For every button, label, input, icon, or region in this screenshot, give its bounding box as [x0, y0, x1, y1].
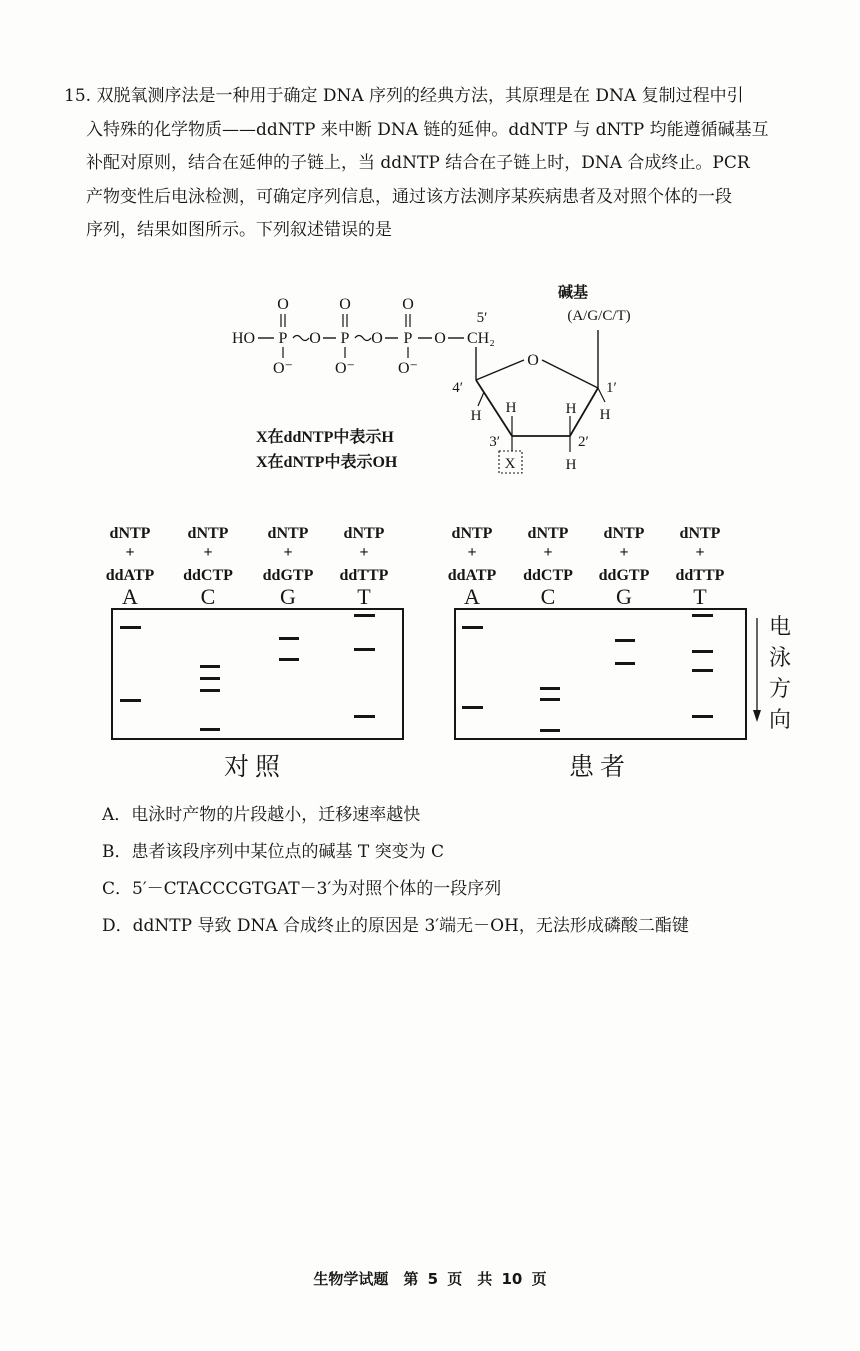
- o-ester: O: [434, 330, 446, 347]
- band: [692, 614, 713, 617]
- o-minus-1: O⁻: [273, 360, 293, 377]
- option-d: D．ddNTP 导致 DNA 合成终止的原因是 3′端无－OH，无法形成磷酸二酯键: [102, 916, 689, 936]
- control-lane-a-reagent: ddATP: [105, 567, 155, 584]
- control-lane-g-plus: +: [283, 544, 293, 561]
- band: [692, 715, 713, 718]
- control-lane-a-top: dNTP: [109, 525, 151, 542]
- pos-2-label: 2′: [578, 434, 589, 450]
- control-base-a: A: [122, 584, 138, 609]
- control-lane-a-plus: +: [125, 544, 135, 561]
- band: [540, 698, 560, 701]
- control-lane-t-reagent: ddTTP: [339, 567, 389, 584]
- control-lane-c-reagent: ddCTP: [183, 567, 233, 584]
- band: [354, 715, 375, 718]
- question-line-5: 序列，结果如图所示。下列叙述错误的是: [86, 220, 392, 240]
- patient-lane-t-plus: +: [695, 544, 705, 561]
- patient-lane-a-plus: +: [467, 544, 477, 561]
- control-label: 对照: [223, 754, 287, 781]
- o-top-2: O: [339, 296, 351, 313]
- patient-base-t: T: [693, 584, 707, 609]
- page-footer: 生物学试题 第 5 页 共 10 页: [313, 1270, 547, 1288]
- h-c3-top: H: [505, 400, 517, 416]
- direction-char-1: 电: [768, 614, 792, 639]
- patient-lane-g-reagent: ddGTP: [598, 567, 650, 584]
- patient-lane-c-reagent: ddCTP: [523, 567, 573, 584]
- control-lane-c-plus: +: [203, 544, 213, 561]
- gel-base-letters: [122, 584, 707, 609]
- base-options: (A/G/C/T): [567, 308, 631, 324]
- pos-5-label: 5′: [476, 310, 488, 326]
- o-minus-2: O⁻: [335, 360, 355, 377]
- o-top-3: O: [402, 296, 414, 313]
- band: [200, 728, 220, 731]
- h-c1: H: [599, 407, 611, 423]
- band: [200, 677, 220, 680]
- patient-lane-g-plus: +: [619, 544, 629, 561]
- p-1: P: [278, 330, 288, 347]
- band: [692, 650, 713, 653]
- patient-lane-t-reagent: ddTTP: [675, 567, 725, 584]
- patient-base-c: C: [540, 584, 556, 609]
- o-minus-3: O⁻: [398, 360, 418, 377]
- note-dntp: X在dNTP中表示OH: [256, 454, 398, 471]
- electrophoresis-direction: [753, 614, 791, 732]
- o-top-1: O: [277, 296, 289, 313]
- control-lane-g-top: dNTP: [267, 525, 309, 542]
- nucleotide-structure: [232, 283, 631, 473]
- question-line-4: 产物变性后电泳检测，可确定序列信息，通过该方法测序某疾病患者及对照个体的一段: [86, 186, 732, 207]
- x-group: X: [504, 456, 516, 472]
- band: [120, 699, 141, 702]
- patient-bands: [462, 614, 713, 732]
- band: [354, 614, 375, 617]
- arrow-down-icon: [753, 710, 761, 722]
- direction-char-2: 泳: [768, 645, 792, 670]
- patient-lane-t-top: dNTP: [679, 525, 721, 542]
- band: [200, 665, 220, 668]
- option-c: C．5′－CTACCCGTGAT－3′为对照个体的一段序列: [102, 879, 502, 899]
- direction-char-3: 方: [768, 676, 792, 701]
- p-3: P: [403, 330, 413, 347]
- patient-base-a: A: [464, 584, 480, 609]
- control-bands: [120, 614, 375, 731]
- note-ddntp: X在ddNTP中表示H: [256, 429, 394, 446]
- patient-lane-a-top: dNTP: [451, 525, 493, 542]
- band: [120, 626, 141, 629]
- o-bridge-2: O: [371, 330, 383, 347]
- h-c2-top: H: [565, 401, 577, 417]
- band: [540, 729, 560, 732]
- patient-lane-a-reagent: ddATP: [447, 567, 497, 584]
- band: [200, 689, 220, 692]
- control-base-t: T: [357, 584, 371, 609]
- control-lane-t-top: dNTP: [343, 525, 385, 542]
- band: [279, 637, 299, 640]
- patient-gel-box: [455, 609, 746, 739]
- question-line-3: 补配对原则，结合在延伸的子链上，当 ddNTP 结合在子链上时，DNA 合成终止。PCR: [86, 153, 750, 173]
- band: [462, 706, 483, 709]
- patient-lane-g-top: dNTP: [603, 525, 645, 542]
- h-c2-bottom: H: [565, 457, 577, 473]
- o-bridge-1: O: [309, 330, 321, 347]
- control-lane-g-reagent: ddGTP: [262, 567, 314, 584]
- patient-lane-c-plus: +: [543, 544, 553, 561]
- band: [692, 669, 713, 672]
- control-lane-c-top: dNTP: [187, 525, 229, 542]
- patient-lane-c-top: dNTP: [527, 525, 569, 542]
- ring-oxygen: O: [527, 352, 539, 369]
- patient-label: 患者: [568, 754, 632, 781]
- band: [462, 626, 483, 629]
- base-title: 碱基: [558, 285, 589, 301]
- direction-char-4: 向: [768, 707, 792, 732]
- gel-headers: [106, 525, 725, 584]
- band: [615, 639, 635, 642]
- band: [354, 648, 375, 651]
- control-base-g: G: [280, 584, 296, 609]
- ho-label: HO: [232, 330, 256, 347]
- p-2: P: [340, 330, 350, 347]
- control-base-c: C: [200, 584, 216, 609]
- question-line-2: 入特殊的化学物质——ddNTP 来中断 DNA 链的延伸。ddNTP 与 dNTP 均能遵循碱基互: [86, 119, 769, 140]
- band: [279, 658, 299, 661]
- pos-4-label: 4′: [452, 380, 463, 396]
- question-line-1: 15. 双脱氧测序法是一种用于确定 DNA 序列的经典方法，其原理是在 DNA 复制过程中引: [64, 86, 744, 106]
- band: [615, 662, 635, 665]
- option-b: B．患者该段序列中某位点的碱基 T 突变为 C: [102, 842, 445, 862]
- band: [540, 687, 560, 690]
- control-lane-t-plus: +: [359, 544, 369, 561]
- pos-3-label: 3′: [489, 434, 500, 450]
- control-gel-box: [112, 609, 403, 739]
- pos-1-label: 1′: [606, 380, 617, 396]
- option-a: A．电泳时产物的片段越小，迁移速率越快: [102, 805, 421, 825]
- h-c4: H: [470, 408, 482, 424]
- patient-base-g: G: [616, 584, 632, 609]
- ch2-label: CH₂: [467, 330, 495, 347]
